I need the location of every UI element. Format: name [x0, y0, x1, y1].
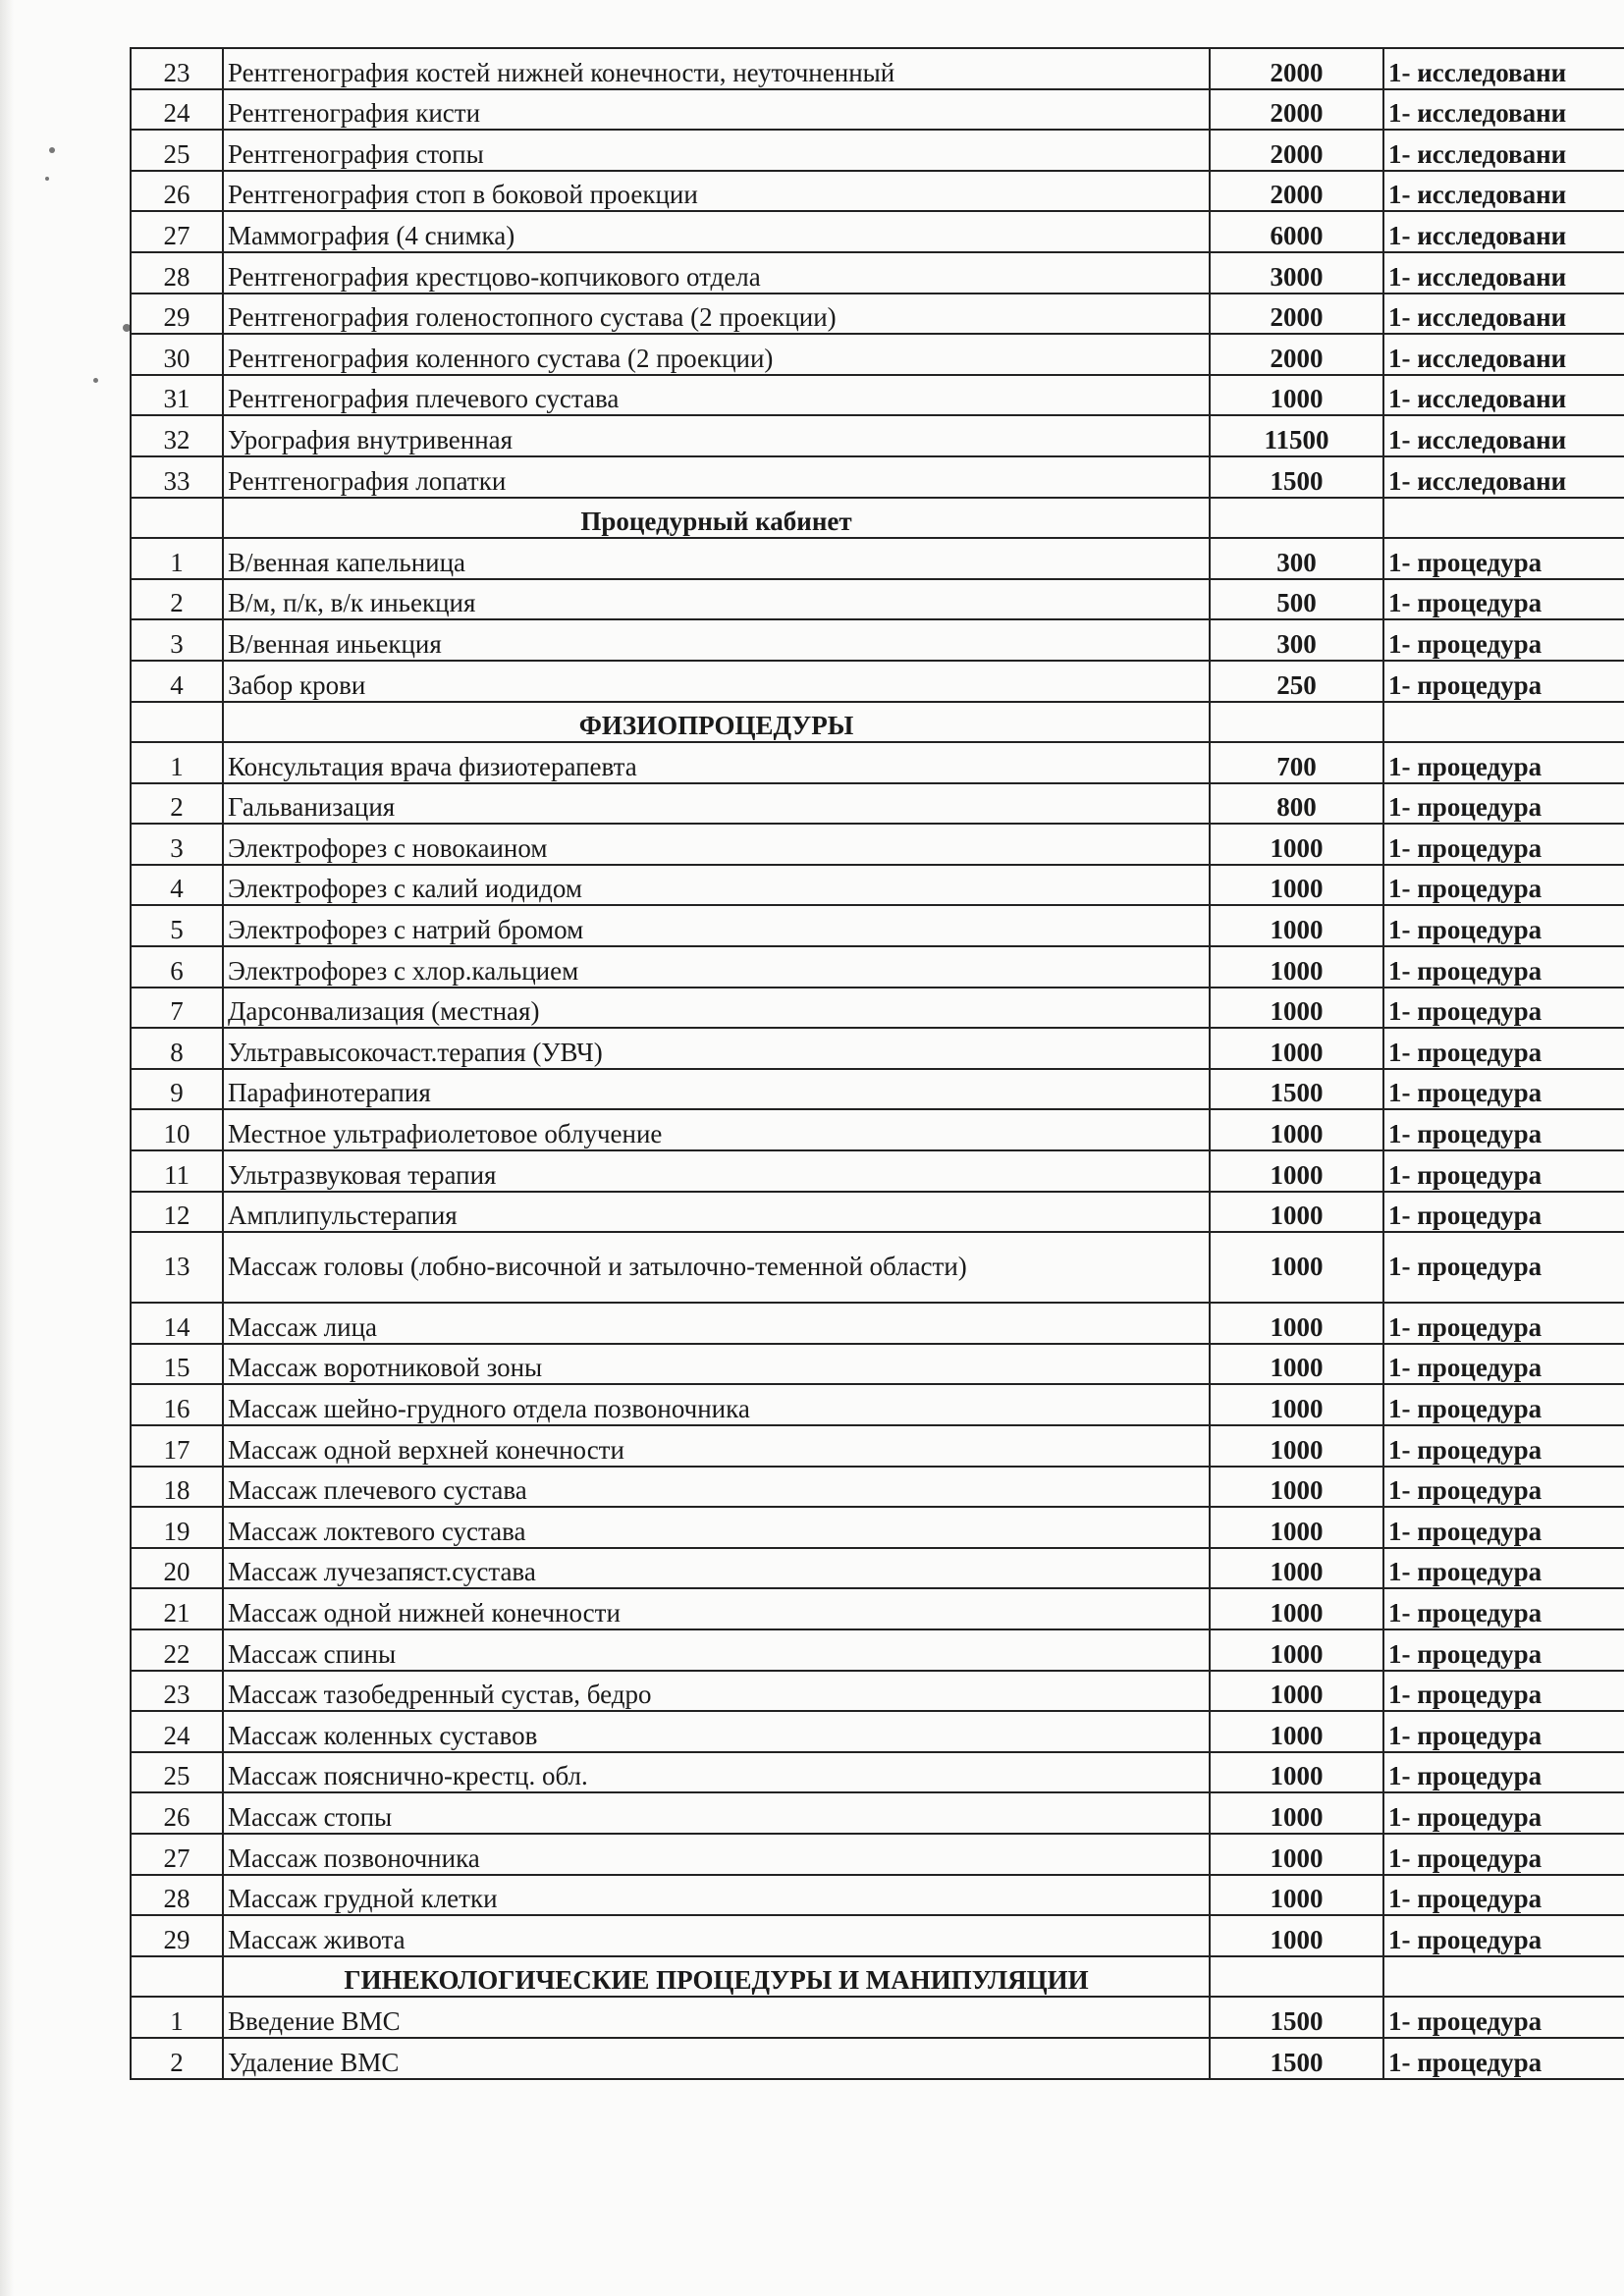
service-unit: 1- процедура: [1383, 1834, 1624, 1875]
service-price: 1000: [1210, 1150, 1383, 1192]
service-unit: 1- процедура: [1383, 1467, 1624, 1508]
service-price: 1000: [1210, 988, 1383, 1029]
row-number: 30: [131, 334, 223, 375]
row-number: 23: [131, 1671, 223, 1712]
row-number: 29: [131, 294, 223, 335]
service-price: 1000: [1210, 1425, 1383, 1467]
service-price: 1000: [1210, 1548, 1383, 1589]
price-cell: [1210, 702, 1383, 743]
row-number: 26: [131, 171, 223, 212]
row-number: 1: [131, 742, 223, 783]
service-unit: 1- процедура: [1383, 1344, 1624, 1385]
service-unit: 1- процедура: [1383, 1629, 1624, 1671]
service-unit: 1- исследовани: [1383, 130, 1624, 171]
table-row: [131, 1467, 1624, 1508]
service-price: 1000: [1210, 375, 1383, 416]
service-price: 1000: [1210, 1467, 1383, 1508]
service-price: 1500: [1210, 456, 1383, 498]
service-name: Массаж живота: [223, 1915, 1210, 1956]
service-name: Амплипульстерапия: [223, 1192, 1210, 1233]
table-row: [131, 1109, 1624, 1150]
service-unit: 1- исследовани: [1383, 456, 1624, 498]
service-price: 1000: [1210, 1507, 1383, 1548]
table-row: [131, 1069, 1624, 1110]
service-price: 2000: [1210, 89, 1383, 131]
unit-cell: [1383, 702, 1624, 743]
service-name: Парафинотерапия: [223, 1069, 1210, 1110]
service-price: 1000: [1210, 1109, 1383, 1150]
row-number: 31: [131, 375, 223, 416]
row-number: 13: [131, 1232, 223, 1303]
service-price: 2000: [1210, 294, 1383, 335]
table-row: [131, 1028, 1624, 1069]
row-number: 16: [131, 1384, 223, 1425]
table-row: [131, 252, 1624, 294]
service-name: Массаж тазобедренный сустав, бедро: [223, 1671, 1210, 1712]
service-name: Рентгенография плечевого сустава: [223, 375, 1210, 416]
row-number: 17: [131, 1425, 223, 1467]
service-name: Массаж одной верхней конечности: [223, 1425, 1210, 1467]
service-name: Рентгенография коленного сустава (2 проекции): [223, 334, 1210, 375]
service-price: 1000: [1210, 1028, 1383, 1069]
service-unit: 1- процедура: [1383, 538, 1624, 579]
table-row: [131, 865, 1624, 906]
row-number: 1: [131, 538, 223, 579]
service-price: 1000: [1210, 1834, 1383, 1875]
scan-speck: [49, 147, 55, 153]
service-price: 1000: [1210, 824, 1383, 865]
service-unit: 1- процедура: [1383, 1875, 1624, 1916]
section-header-row: [131, 702, 1624, 743]
service-name: Массаж воротниковой зоны: [223, 1344, 1210, 1385]
table-row: [131, 1192, 1624, 1233]
service-unit: 1- процедура: [1383, 1997, 1624, 2038]
service-unit: 1- процедура: [1383, 1384, 1624, 1425]
table-row: [131, 294, 1624, 335]
service-unit: 1- исследовани: [1383, 294, 1624, 335]
row-number: 15: [131, 1344, 223, 1385]
service-name: Введение ВМС: [223, 1997, 1210, 2038]
service-name: Рентгенография кисти: [223, 89, 1210, 131]
table-row: [131, 1232, 1624, 1303]
service-name: Дарсонвализация (местная): [223, 988, 1210, 1029]
service-price: 1000: [1210, 1232, 1383, 1303]
service-unit: 1- процедура: [1383, 905, 1624, 946]
table-row: [131, 1752, 1624, 1793]
service-unit: 1- исследовани: [1383, 171, 1624, 212]
service-unit: 1- процедура: [1383, 865, 1624, 906]
service-unit: 1- исследовани: [1383, 334, 1624, 375]
table-row: [131, 48, 1624, 89]
service-unit: 1- исследовани: [1383, 48, 1624, 89]
service-name: В/венная капельница: [223, 538, 1210, 579]
service-unit: 1- исследовани: [1383, 211, 1624, 252]
service-price: 11500: [1210, 415, 1383, 456]
service-price: 1000: [1210, 865, 1383, 906]
service-unit: 1- процедура: [1383, 1303, 1624, 1344]
service-name: Ультразвуковая терапия: [223, 1150, 1210, 1192]
row-number: 11: [131, 1150, 223, 1192]
table-row: [131, 1507, 1624, 1548]
table-row: [131, 375, 1624, 416]
service-unit: 1- исследовани: [1383, 415, 1624, 456]
service-name: Массаж лучезапяст.сустава: [223, 1548, 1210, 1589]
service-price: 700: [1210, 742, 1383, 783]
service-unit: 1- процедура: [1383, 661, 1624, 702]
service-name: Электрофорез с новокаином: [223, 824, 1210, 865]
row-number-cell: [131, 498, 223, 539]
service-unit: 1- процедура: [1383, 1507, 1624, 1548]
service-unit: 1- процедура: [1383, 1752, 1624, 1793]
service-name: Рентгенография костей нижней конечности, неуточненный: [223, 48, 1210, 89]
row-number: 20: [131, 1548, 223, 1589]
service-price: 2000: [1210, 48, 1383, 89]
service-price: 6000: [1210, 211, 1383, 252]
row-number: 3: [131, 619, 223, 661]
row-number: 32: [131, 415, 223, 456]
row-number: 2: [131, 783, 223, 825]
row-number: 27: [131, 211, 223, 252]
unit-cell: [1383, 1956, 1624, 1998]
service-price: 1000: [1210, 1792, 1383, 1834]
service-name: Массаж плечевого сустава: [223, 1467, 1210, 1508]
table-row: [131, 1588, 1624, 1629]
service-name: Рентгенография лопатки: [223, 456, 1210, 498]
row-number: 14: [131, 1303, 223, 1344]
table-row: [131, 661, 1624, 702]
row-number: 4: [131, 661, 223, 702]
service-unit: 1- процедура: [1383, 824, 1624, 865]
service-unit: 1- процедура: [1383, 1150, 1624, 1192]
service-name: Ультравысокочаст.терапия (УВЧ): [223, 1028, 1210, 1069]
table-row: [131, 824, 1624, 865]
table-row: [131, 1915, 1624, 1956]
scan-edge-shadow: [0, 0, 14, 2296]
service-price: 1000: [1210, 1711, 1383, 1752]
table-row: [131, 742, 1624, 783]
price-cell: [1210, 1956, 1383, 1998]
row-number: 3: [131, 824, 223, 865]
service-name: Массаж шейно-грудного отдела позвоночника: [223, 1384, 1210, 1425]
service-price: 3000: [1210, 252, 1383, 294]
service-name: Рентгенография крестцово-копчикового отдела: [223, 252, 1210, 294]
row-number: 28: [131, 252, 223, 294]
service-name: Местное ультрафиолетовое облучение: [223, 1109, 1210, 1150]
service-price: 300: [1210, 619, 1383, 661]
service-name: Электрофорез с калий иодидом: [223, 865, 1210, 906]
table-row: [131, 1875, 1624, 1916]
section-title: ФИЗИОПРОЦЕДУРЫ: [223, 702, 1210, 743]
service-price: 1000: [1210, 1752, 1383, 1793]
service-price: 800: [1210, 783, 1383, 825]
service-unit: 1- процедура: [1383, 946, 1624, 988]
row-number: 2: [131, 2038, 223, 2079]
section-header-row: [131, 1956, 1624, 1998]
service-name: Консультация врача физиотерапевта: [223, 742, 1210, 783]
section-title: Процедурный кабинет: [223, 498, 1210, 539]
price-table: [130, 47, 1624, 2080]
row-number: 19: [131, 1507, 223, 1548]
row-number: 21: [131, 1588, 223, 1629]
service-unit: 1- процедура: [1383, 1232, 1624, 1303]
row-number: 6: [131, 946, 223, 988]
row-number: 23: [131, 48, 223, 89]
row-number: 24: [131, 1711, 223, 1752]
service-unit: 1- процедура: [1383, 1109, 1624, 1150]
table-row: [131, 1344, 1624, 1385]
service-unit: 1- процедура: [1383, 742, 1624, 783]
service-name: Гальванизация: [223, 783, 1210, 825]
table-row: [131, 1711, 1624, 1752]
service-unit: 1- процедура: [1383, 619, 1624, 661]
table-row: [131, 1150, 1624, 1192]
service-price: 500: [1210, 579, 1383, 620]
table-row: [131, 1671, 1624, 1712]
service-name: Забор крови: [223, 661, 1210, 702]
row-number: 12: [131, 1192, 223, 1233]
table-row: [131, 1792, 1624, 1834]
service-price: 1000: [1210, 1629, 1383, 1671]
row-number: 9: [131, 1069, 223, 1110]
price-cell: [1210, 498, 1383, 539]
service-price: 1000: [1210, 1875, 1383, 1916]
row-number: 27: [131, 1834, 223, 1875]
service-name: Массаж спины: [223, 1629, 1210, 1671]
service-unit: 1- процедура: [1383, 1192, 1624, 1233]
table-row: [131, 89, 1624, 131]
section-header-row: [131, 498, 1624, 539]
service-price: 1000: [1210, 1384, 1383, 1425]
row-number: 25: [131, 1752, 223, 1793]
table-row: [131, 456, 1624, 498]
service-price: 1000: [1210, 1915, 1383, 1956]
row-number: 26: [131, 1792, 223, 1834]
service-name: Массаж стопы: [223, 1792, 1210, 1834]
service-name: Массаж грудной клетки: [223, 1875, 1210, 1916]
service-unit: 1- процедура: [1383, 579, 1624, 620]
service-unit: 1- процедура: [1383, 1548, 1624, 1589]
service-price: 1000: [1210, 1344, 1383, 1385]
service-name: Электрофорез с натрий бромом: [223, 905, 1210, 946]
service-unit: 1- процедура: [1383, 1425, 1624, 1467]
service-name: Удаление ВМС: [223, 2038, 1210, 2079]
service-price: 1500: [1210, 1069, 1383, 1110]
row-number: 24: [131, 89, 223, 131]
table-row: [131, 2038, 1624, 2079]
service-name: Рентгенография стоп в боковой проекции: [223, 171, 1210, 212]
row-number: 2: [131, 579, 223, 620]
service-unit: 1- процедура: [1383, 1028, 1624, 1069]
service-unit: 1- процедура: [1383, 1711, 1624, 1752]
table-row: [131, 988, 1624, 1029]
service-unit: 1- процедура: [1383, 783, 1624, 825]
table-row: [131, 1548, 1624, 1589]
service-name: Урография внутривенная: [223, 415, 1210, 456]
service-name: В/м, п/к, в/к иньекция: [223, 579, 1210, 620]
service-unit: 1- процедура: [1383, 988, 1624, 1029]
table-row: [131, 1384, 1624, 1425]
service-unit: 1- процедура: [1383, 1792, 1624, 1834]
row-number: 5: [131, 905, 223, 946]
table-row: [131, 1629, 1624, 1671]
service-unit: 1- процедура: [1383, 1915, 1624, 1956]
service-name: В/венная иньекция: [223, 619, 1210, 661]
table-row: [131, 783, 1624, 825]
table-row: [131, 171, 1624, 212]
table-row: [131, 1425, 1624, 1467]
row-number-cell: [131, 702, 223, 743]
service-name: Массаж коленных суставов: [223, 1711, 1210, 1752]
service-name: Массаж одной нижней конечности: [223, 1588, 1210, 1629]
service-price: 250: [1210, 661, 1383, 702]
row-number: 4: [131, 865, 223, 906]
service-name: Маммография (4 снимка): [223, 211, 1210, 252]
table-row: [131, 946, 1624, 988]
service-name: Электрофорез с хлор.кальцием: [223, 946, 1210, 988]
service-price: 1000: [1210, 1192, 1383, 1233]
row-number: 8: [131, 1028, 223, 1069]
row-number: 28: [131, 1875, 223, 1916]
row-number: 33: [131, 456, 223, 498]
service-unit: 1- процедура: [1383, 2038, 1624, 2079]
table-row: [131, 579, 1624, 620]
row-number: 10: [131, 1109, 223, 1150]
row-number: 7: [131, 988, 223, 1029]
row-number-cell: [131, 1956, 223, 1998]
service-name: Массаж головы (лобно-височной и затылочно-теменной области): [223, 1232, 1210, 1303]
price-table-body: [131, 48, 1624, 2079]
row-number: 1: [131, 1997, 223, 2038]
row-number: 22: [131, 1629, 223, 1671]
service-unit: 1- процедура: [1383, 1069, 1624, 1110]
service-name: Массаж лица: [223, 1303, 1210, 1344]
table-row: [131, 1834, 1624, 1875]
scan-speck: [45, 177, 49, 181]
scan-speck: [93, 378, 98, 383]
unit-cell: [1383, 498, 1624, 539]
row-number: 18: [131, 1467, 223, 1508]
service-unit: 1- исследовани: [1383, 375, 1624, 416]
table-row: [131, 905, 1624, 946]
service-price: 2000: [1210, 130, 1383, 171]
service-price: 1500: [1210, 1997, 1383, 2038]
row-number: 25: [131, 130, 223, 171]
row-number: 29: [131, 1915, 223, 1956]
service-price: 1500: [1210, 2038, 1383, 2079]
service-unit: 1- исследовани: [1383, 252, 1624, 294]
service-unit: 1- исследовани: [1383, 89, 1624, 131]
service-name: Рентгенография голеностопного сустава (2 проекции): [223, 294, 1210, 335]
table-row: [131, 334, 1624, 375]
service-price: 300: [1210, 538, 1383, 579]
table-row: [131, 538, 1624, 579]
service-price: 1000: [1210, 1671, 1383, 1712]
service-price: 1000: [1210, 905, 1383, 946]
service-unit: 1- процедура: [1383, 1671, 1624, 1712]
service-price: 1000: [1210, 1588, 1383, 1629]
table-row: [131, 415, 1624, 456]
service-name: Рентгенография стопы: [223, 130, 1210, 171]
service-unit: 1- процедура: [1383, 1588, 1624, 1629]
table-row: [131, 211, 1624, 252]
table-row: [131, 1303, 1624, 1344]
service-name: Массаж пояснично-крестц. обл.: [223, 1752, 1210, 1793]
service-price: 2000: [1210, 171, 1383, 212]
section-title: ГИНЕКОЛОГИЧЕСКИЕ ПРОЦЕДУРЫ И МАНИПУЛЯЦИИ: [223, 1956, 1210, 1998]
service-price: 1000: [1210, 946, 1383, 988]
table-row: [131, 130, 1624, 171]
service-name: Массаж локтевого сустава: [223, 1507, 1210, 1548]
table-row: [131, 619, 1624, 661]
service-price: 2000: [1210, 334, 1383, 375]
table-row: [131, 1997, 1624, 2038]
service-price: 1000: [1210, 1303, 1383, 1344]
service-name: Массаж позвоночника: [223, 1834, 1210, 1875]
